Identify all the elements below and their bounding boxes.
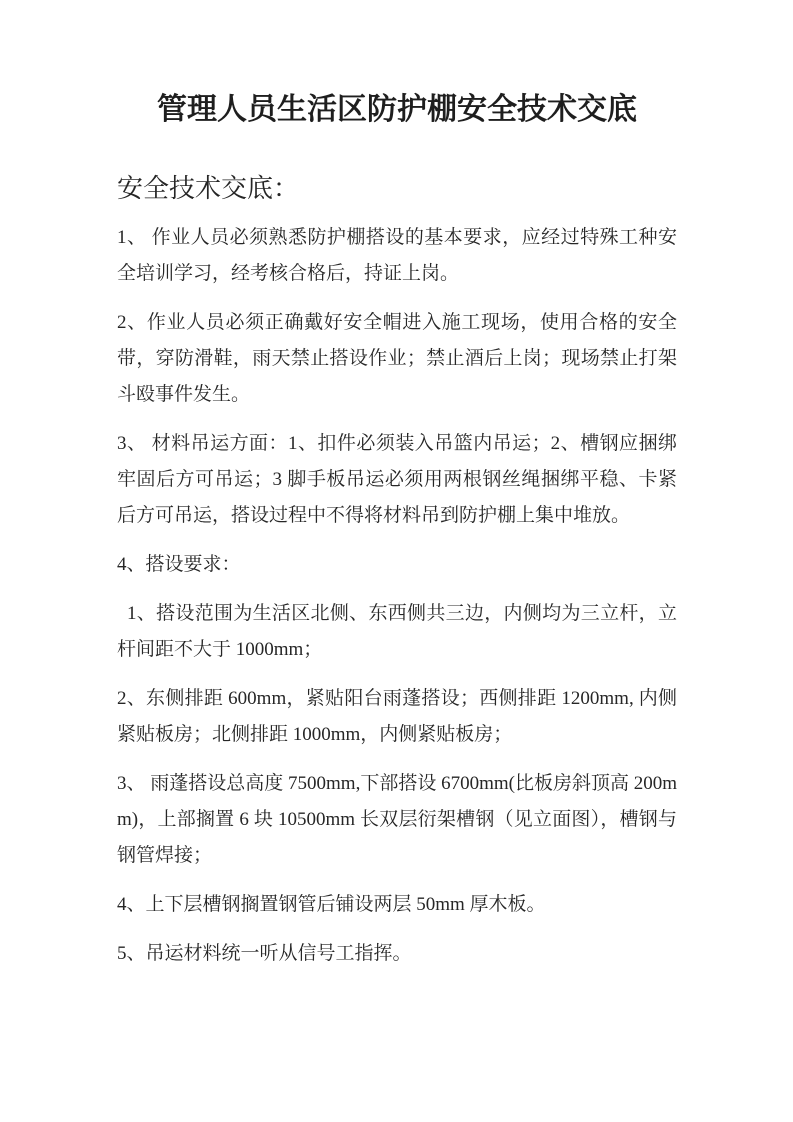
doc-subparagraph-4-3: 3、 雨蓬搭设总高度 7500mm,下部搭设 6700mm(比板房斜顶高 200mm)，上部搁置 6 块 10500mm 长双层衍架槽钢（见立面图），槽钢与钢管焊接； xyxy=(117,773,677,866)
intro-heading: 安全技术交底： xyxy=(117,174,300,203)
doc-paragraph-3: 3、 材料吊运方面：1、扣件必须装入吊篮内吊运；2、槽钢应捆绑牢固后方可吊运；3 脚手板吊运必须用两根钢丝绳捆绑平稳、卡紧后方可吊运，搭设过程中不得将材料吊到防护棚上集中堆放。 xyxy=(117,433,677,526)
document-title: 管理人员生活区防护棚安全技术交底 xyxy=(157,93,637,126)
doc-subparagraph-4-4: 4、上下层槽钢搁置钢管后铺设两层 50mm 厚木板。 xyxy=(117,894,546,915)
doc-paragraph-2: 2、作业人员必须正确戴好安全帽进入施工现场，使用合格的安全带，穿防滑鞋，雨天禁止搭设作业；禁止酒后上岗；现场禁止打架斗殴事件发生。 xyxy=(117,312,677,405)
doc-subparagraph-4-1: 1、搭设范围为生活区北侧、东西侧共三边，内侧均为三立杆，立杆间距不大于 1000mm； xyxy=(117,603,677,660)
doc-subparagraph-4-5: 5、吊运材料统一听从信号工指挥。 xyxy=(117,943,412,964)
doc-paragraph-4-heading: 4、搭设要求： xyxy=(117,554,241,575)
doc-subparagraph-4-2: 2、东侧排距 600mm，紧贴阳台雨蓬搭设；西侧排距 1200mm, 内侧紧贴板房；北侧排距 1000mm，内侧紧贴板房； xyxy=(117,688,677,745)
doc-paragraph-1: 1、 作业人员必须熟悉防护棚搭设的基本要求，应经过特殊工种安全培训学习，经考核合格后，持证上岗。 xyxy=(117,227,677,284)
